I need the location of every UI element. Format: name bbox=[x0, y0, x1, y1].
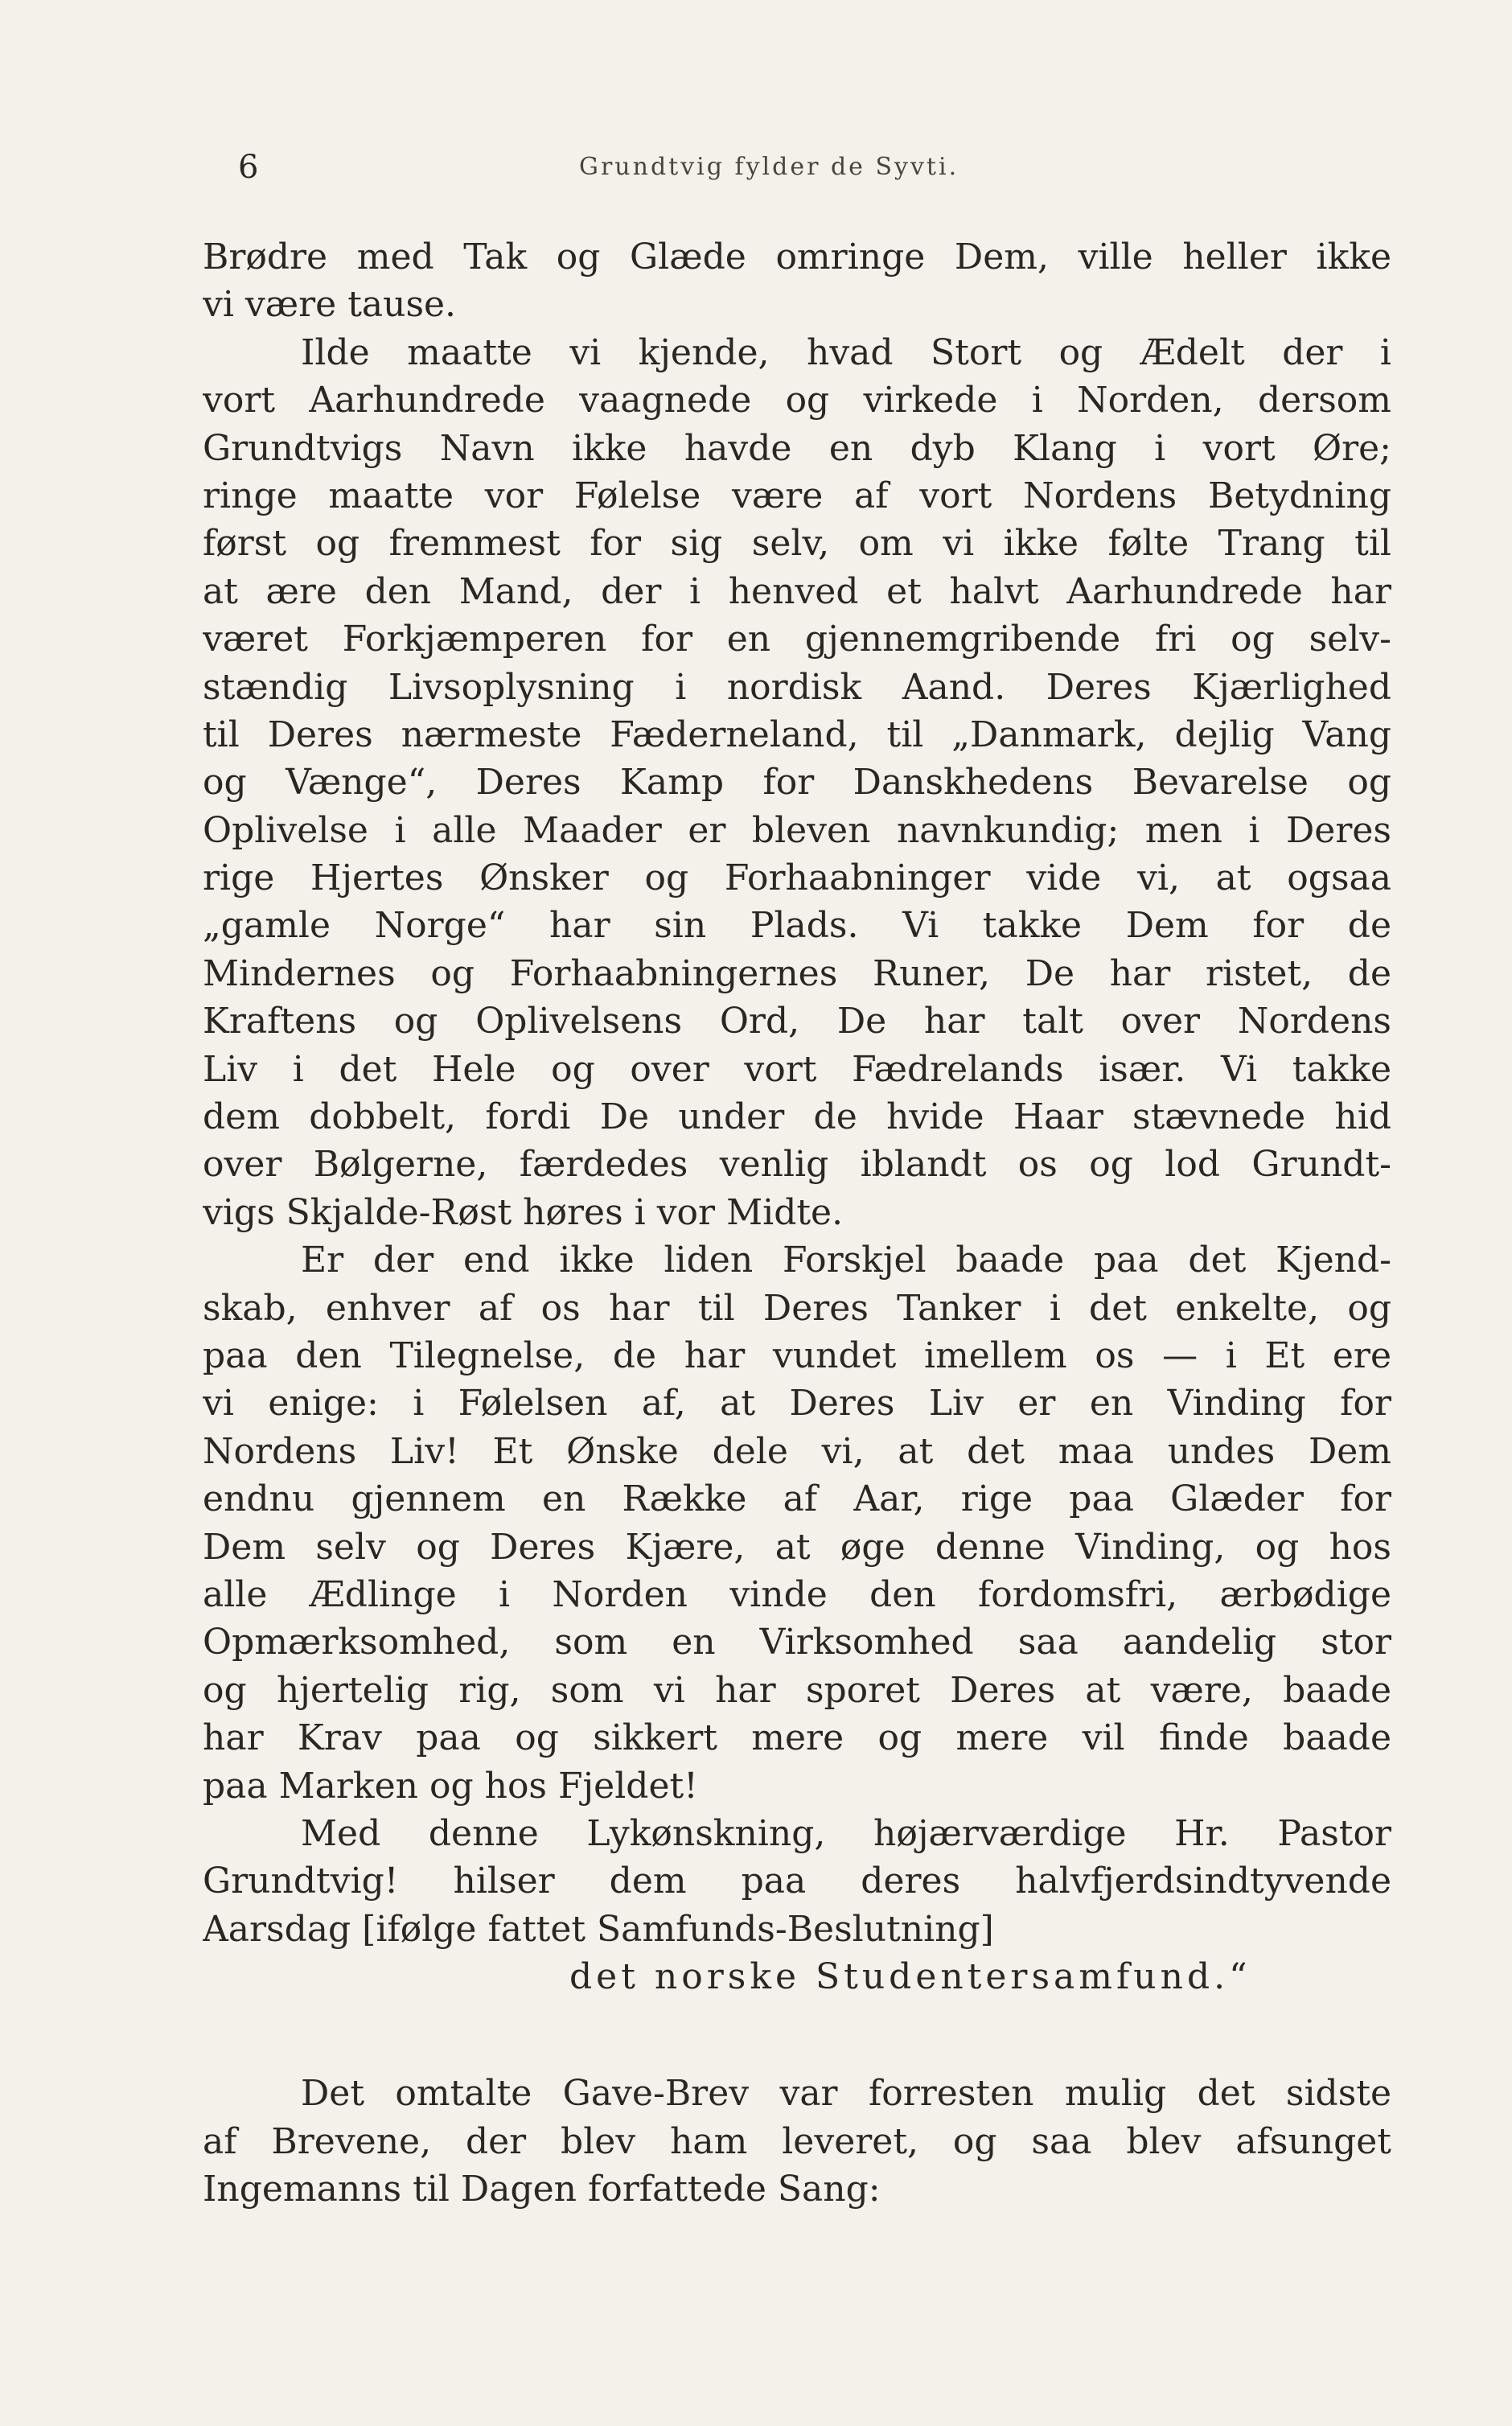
text-line: Liv i det Hele og over vort Fædrelands især. Vi takke bbox=[203, 1048, 1391, 1090]
text-line: været Forkjæmperen for en gjennemgribende fri og selv- bbox=[203, 619, 1391, 660]
text-line: vort Aarhundrede vaagnede og virkede i Norden, dersom bbox=[203, 380, 1391, 421]
text-line: Mindernes og Forhaabningernes Runer, De har ristet, de bbox=[203, 952, 1391, 994]
text-line: Ingemanns til Dagen forfattede Sang: bbox=[203, 2169, 881, 2210]
text-line: at ære den Mand, der i henved et halvt Aarhundrede har bbox=[203, 570, 1391, 612]
text-line: vi enige: i Følelsen af, at Deres Liv er en Vinding for bbox=[203, 1383, 1391, 1425]
text-line: Grundtvigs Navn ikke havde en dyb Klang i vort Øre; bbox=[203, 427, 1391, 469]
text-line: „gamle Norge“ har sin Plads. Vi takke Dem for de bbox=[203, 905, 1391, 947]
text-line: endnu gjennem en Række af Aar, rige paa Glæder for bbox=[203, 1478, 1391, 1520]
text-line: til Deres nærmeste Fæderneland, til „Danmark, dejlig Vang bbox=[203, 713, 1391, 755]
text-line: Grundtvig! hilser dem paa deres halvfjerdsindtyvende bbox=[203, 1861, 1391, 1902]
text-line: har Krav paa og sikkert mere og mere vil finde baade bbox=[203, 1717, 1391, 1759]
text-line: rige Hjertes Ønsker og Forhaabninger vide vi, at ogsaa bbox=[203, 857, 1391, 899]
text-line: Brødre med Tak og Glæde omringe Dem, ville heller ikke bbox=[203, 236, 1391, 278]
page-number: 6 bbox=[238, 149, 259, 186]
text-line: paa Marken og hos Fjeldet! bbox=[203, 1765, 698, 1807]
text-line: alle Ædlinge i Norden vinde den fordomsfri, ærbødige bbox=[203, 1573, 1391, 1615]
text-line: Ilde maatte vi kjende, hvad Stort og Ædelt der i bbox=[301, 331, 1391, 373]
text-line: af Brevene, der blev ham leveret, og saa blev afsunget bbox=[203, 2120, 1391, 2162]
text-line: dem dobbelt, fordi De under de hvide Haar stævnede hid bbox=[203, 1096, 1391, 1138]
text-line: Er der end ikke liden Forskjel baade paa det Kjend- bbox=[301, 1240, 1391, 1281]
text-line: vigs Skjalde-Røst høres i vor Midte. bbox=[203, 1191, 844, 1233]
text-line: Kraftens og Oplivelsens Ord, De har talt over Nordens bbox=[203, 1001, 1391, 1042]
text-line: skab, enhver af os har til Deres Tanker i det enkelte, og bbox=[203, 1287, 1391, 1329]
running-title: Grundtvig fylder de Syvti. bbox=[579, 153, 959, 181]
text-line: Dem selv og Deres Kjære, at øge denne Vinding, og hos bbox=[203, 1526, 1391, 1568]
text-line: Nordens Liv! Et Ønske dele vi, at det maa undes Dem bbox=[203, 1430, 1391, 1472]
text-line: Med denne Lykønskning, højærværdige Hr. Pastor bbox=[301, 1812, 1391, 1854]
text-line: ringe maatte vor Følelse være af vort Nordens Betydning bbox=[203, 475, 1391, 516]
text-line: Aarsdag [ifølge fattet Samfunds-Beslutning] bbox=[203, 1908, 994, 1950]
text-line: vi være tause. bbox=[203, 284, 457, 326]
text-line: Oplivelse i alle Maader er bleven navnkundig; men i Deres bbox=[203, 809, 1391, 851]
body-text bbox=[203, 233, 1391, 2214]
text-line: stændig Livsoplysning i nordisk Aand. Deres Kjærlighed bbox=[203, 666, 1391, 708]
text-line: og Vænge“, Deres Kamp for Danskhedens Bevarelse og bbox=[203, 762, 1391, 804]
text-line: paa den Tilegnelse, de har vundet imellem os — i Et ere bbox=[203, 1334, 1391, 1376]
text-line: over Bølgerne, færdedes venlig iblandt os og lod Grundt- bbox=[203, 1144, 1391, 1186]
paragraph-gap bbox=[203, 2000, 1391, 2070]
text-line: og hjertelig rig, som vi har sporet Deres at være, baade bbox=[203, 1669, 1391, 1711]
signature-line: det norske Studentersamfund.“ bbox=[569, 1956, 1251, 1998]
text-line: først og fremmest for sig selv, om vi ikke følte Trang til bbox=[203, 523, 1391, 565]
text-line: Opmærksomhed, som en Virksomhed saa aandelig stor bbox=[203, 1622, 1391, 1663]
running-head bbox=[201, 143, 1391, 191]
text-line: Det omtalte Gave-Brev var forresten mulig det sidste bbox=[301, 2073, 1391, 2115]
